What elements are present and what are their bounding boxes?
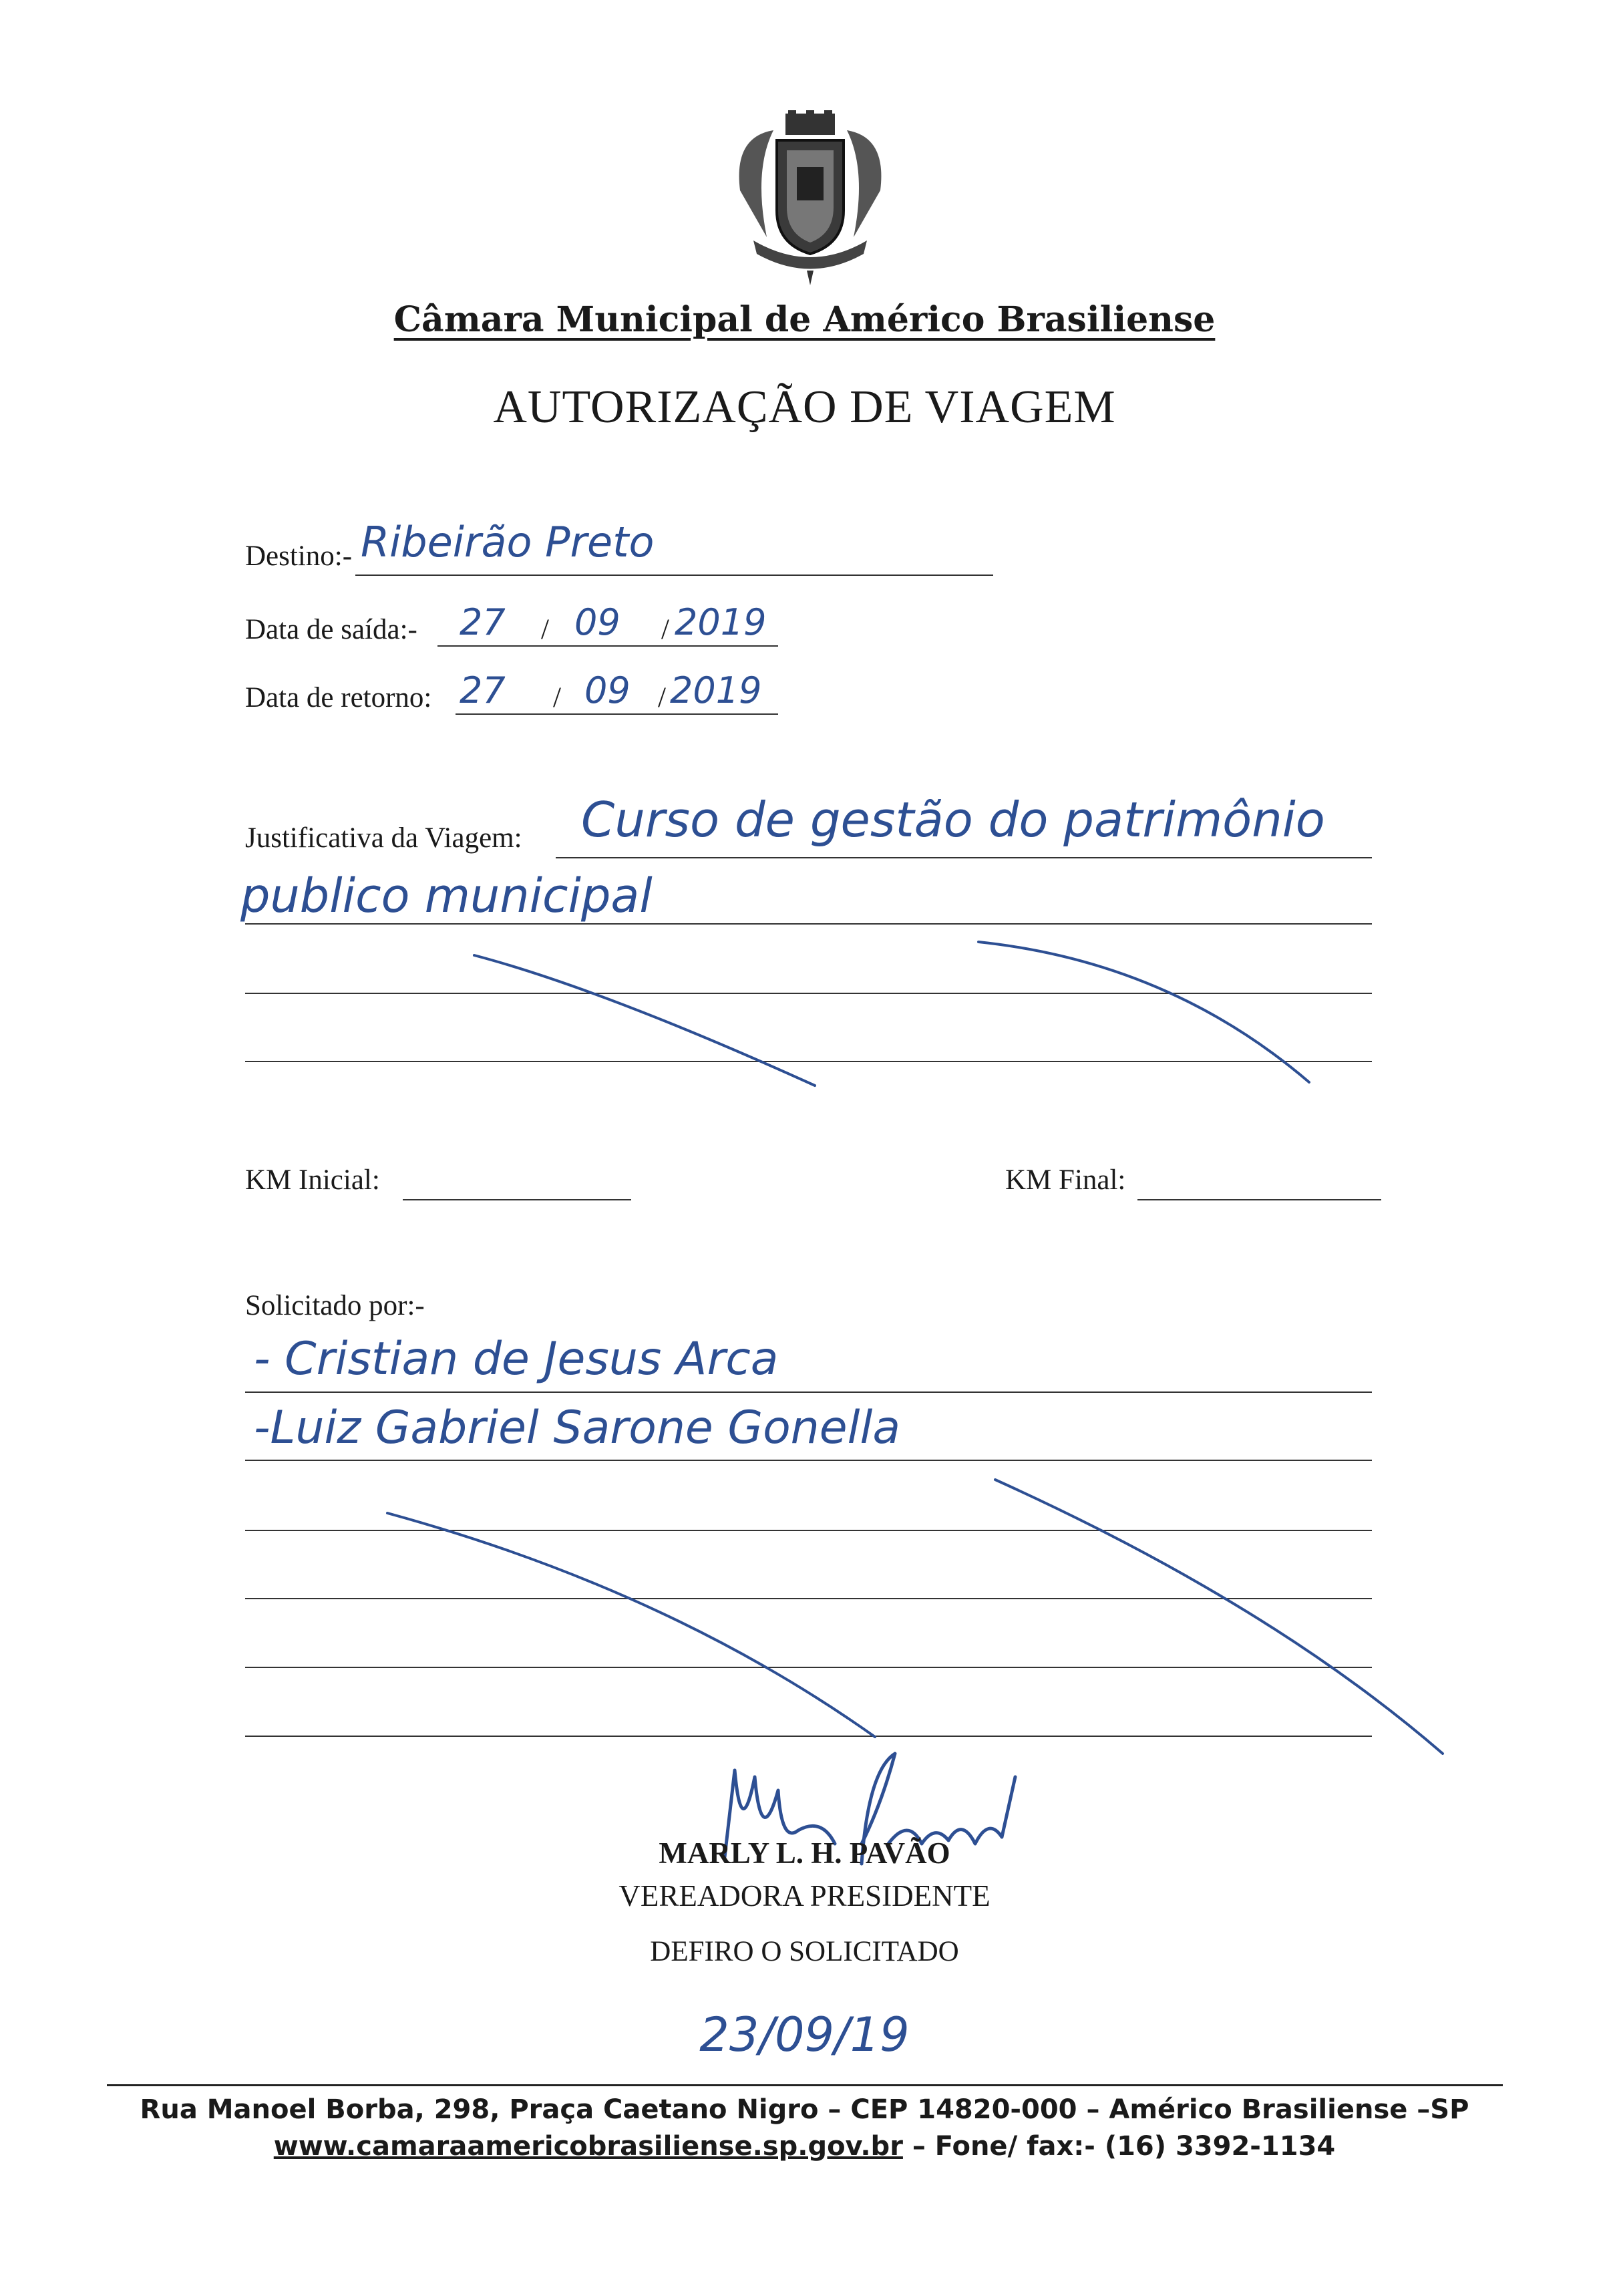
justificativa-line-4 (245, 1061, 1372, 1062)
retorno-day: 27 (460, 669, 506, 711)
justificativa-line-3 (245, 993, 1372, 994)
retorno-label: Data de retorno: (245, 682, 432, 713)
footer-divider (107, 2084, 1503, 2086)
retorno-line (456, 713, 778, 715)
solicitado-line-3 (245, 1530, 1372, 1531)
saida-month: 09 (574, 601, 620, 643)
km-inicial-line (403, 1199, 631, 1200)
destino-label: Destino:- (245, 540, 353, 572)
footer-phone: – Fone/ fax:- (16) 3392-1134 (902, 2131, 1336, 2162)
saida-sep-1: / (541, 614, 549, 645)
saida-sep-2: / (661, 614, 669, 645)
justificativa-line-1 (556, 857, 1372, 858)
retorno-sep-1: / (553, 682, 561, 713)
destino-value: Ribeirão Preto (361, 518, 655, 566)
km-inicial-label: KM Inicial: (245, 1164, 380, 1196)
retorno-sep-2: / (658, 682, 666, 713)
saida-year: 2019 (675, 601, 767, 643)
solicitado-label: Solicitado por:- (245, 1290, 425, 1321)
saida-label: Data de saída:- (245, 614, 417, 645)
saida-day: 27 (460, 601, 506, 643)
km-final-label: KM Final: (1005, 1164, 1126, 1196)
coat-of-arms-logo (727, 110, 894, 287)
retorno-year: 2019 (670, 669, 762, 711)
saida-line (437, 645, 778, 647)
justificativa-text-1: Curso de gestão do patrimônio (581, 792, 1325, 848)
decision-text: DEFIRO O SOLICITADO (650, 1936, 959, 1967)
km-final-line (1137, 1199, 1381, 1200)
solicitante-1: - Cristian de Jesus Arca (254, 1333, 779, 1385)
justificativa-text-2: publico municipal (240, 868, 653, 923)
solicitado-line-1 (245, 1391, 1372, 1393)
footer-contact (0, 2131, 1609, 2162)
decision-date: 23/09/19 (699, 2007, 910, 2062)
solicitado-line-5 (245, 1667, 1372, 1668)
signatory-role: VEREADORA PRESIDENTE (618, 1879, 991, 1913)
retorno-month: 09 (584, 669, 631, 711)
signatory-name: MARLY L. H. PAVÃO (659, 1836, 950, 1870)
footer-address: Rua Manoel Borba, 298, Praça Caetano Nigro – CEP 14820-000 – Américo Brasiliense –SP (140, 2094, 1469, 2125)
solicitado-line-6 (245, 1736, 1372, 1737)
justificativa-line-2 (245, 923, 1372, 925)
institution-name: Câmara Municipal de Américo Brasiliense (393, 299, 1216, 340)
solicitado-line-4 (245, 1598, 1372, 1599)
footer-website-link[interactable]: www.camaraamericobrasiliense.sp.gov.br (273, 2131, 903, 2162)
solicitado-line-2 (245, 1460, 1372, 1461)
destino-line (355, 575, 993, 576)
solicitante-2: -Luiz Gabriel Sarone Gonella (254, 1402, 901, 1454)
document-title: AUTORIZAÇÃO DE VIAGEM (493, 381, 1116, 433)
justificativa-label: Justificativa da Viagem: (245, 822, 522, 854)
